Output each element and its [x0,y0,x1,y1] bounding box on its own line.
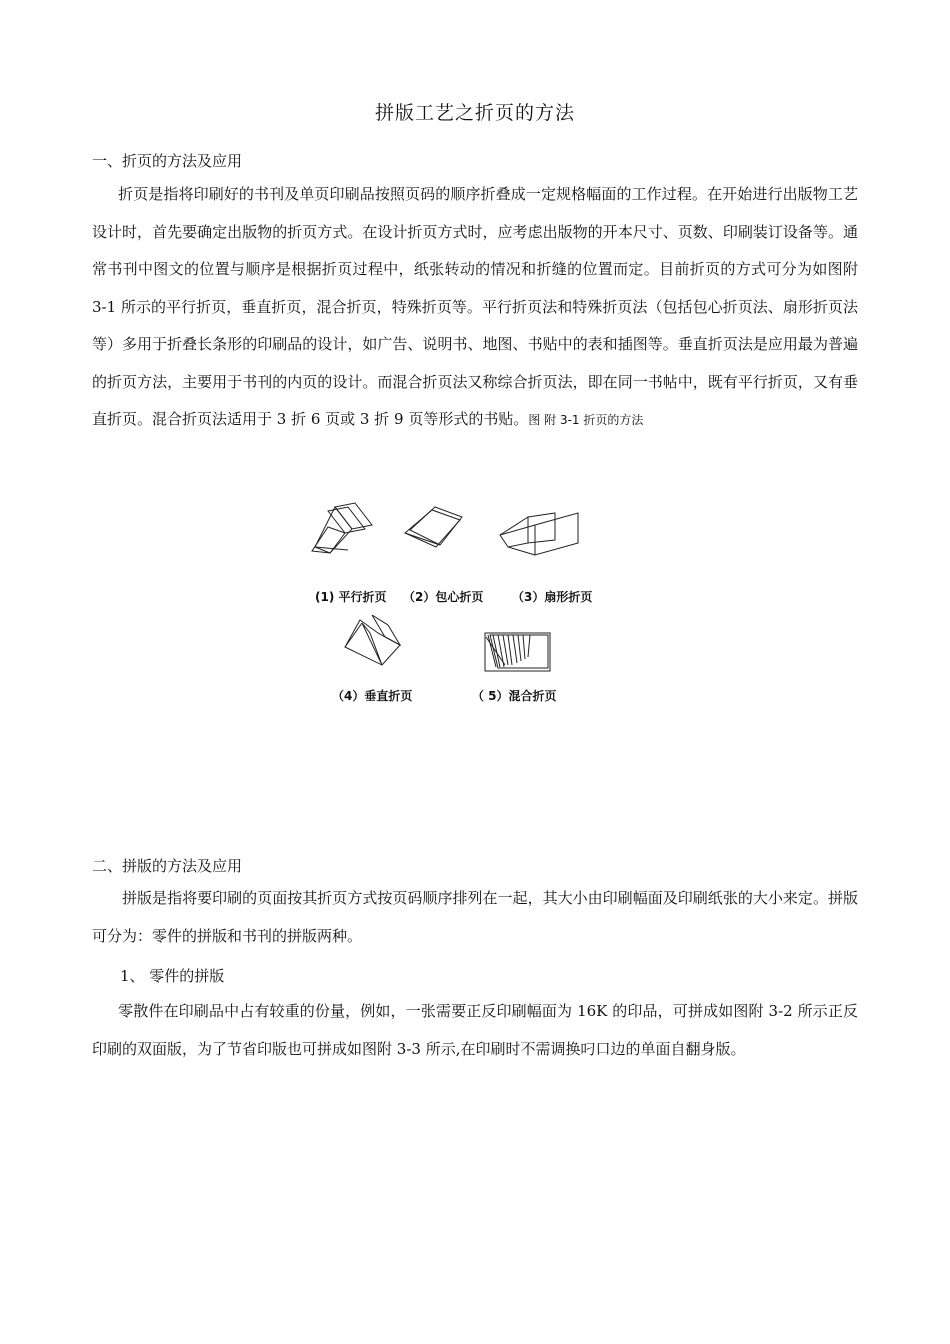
paragraph-imposition-text: 拼版是指将要印刷的页面按其折页方式按页码顺序排列在一起，其大小由印刷幅面及印刷纸张的大小来定。拼版可分为：零件的拼版和书刊的拼版两种。 [92,889,858,945]
label-parallel-fold: (1) 平行折页 [315,590,387,604]
mixed-fold-diagram [485,633,550,671]
parallel-fold-diagram [312,503,372,553]
paragraph-folding [92,176,858,440]
paragraph-parts-imposition [92,993,858,1068]
label-mixed-fold: （ 5）混合折页 [472,689,557,703]
label-vertical-fold: （4）垂直折页 [332,689,413,703]
figure-caption: 图 附 3-1 折页的方法 [528,413,644,427]
section-heading-folding: 一、折页的方法及应用 [92,152,243,170]
label-fan-fold: （3）扇形折页 [512,590,593,604]
section-heading-imposition: 二、拼版的方法及应用 [92,857,243,875]
paragraph-parts-imposition-text: 零散件在印刷品中占有较重的份量，例如，一张需要正反印刷幅面为 16K 的印品，可拼成如图附 3-2 所示正反印刷的双面版，为了节省印版也可拼成如图附 3-3 所示,在印刷时不需调换叼口边的单面自翻身版。 [92,1002,858,1058]
vertical-fold-diagram [345,615,400,665]
page-title: 拼版工艺之折页的方法 [374,102,575,124]
fan-fold-diagram [500,513,578,555]
sub-heading-parts-imposition: 1、 零件的拼版 [120,967,225,985]
label-wrap-fold: （2）包心折页 [403,590,484,604]
folding-methods-figure [300,495,620,720]
paragraph-folding-text: 折页是指将印刷好的书刊及单页印刷品按照页码的顺序折叠成一定规格幅面的工作过程。在开始进行出版物工艺设计时，首先要确定出版物的折页方式。在设计折页方式时，应考虑出版物的开本尺寸、页数、印刷装订设备等。通常书刊中图文的位置与顺序是根据折页过程中，纸张转动的情况和折缝的位置而定。目前折页的方式可分为如图附 3-1 所示的平行折页，垂直折页，混合折页，特殊折页等。平行折页法和特殊折页法（包括包心折页法、扇形折页法等）多用于折叠长条形的印刷品的设计，如广告、说明书、地图、书贴中的表和插图等。垂直折页法是应用最为普遍的折页方法，主要用于书刊的内页的设计。而混合折页法又称综合折页法，即在同一书帖中，既有平行折页，又有垂直折页。混合折页法适用于 3 折 6 页或 3 折 9 页等形式的书贴。 [92,185,858,428]
wrap-fold-diagram [405,507,462,547]
paragraph-imposition [92,880,858,955]
